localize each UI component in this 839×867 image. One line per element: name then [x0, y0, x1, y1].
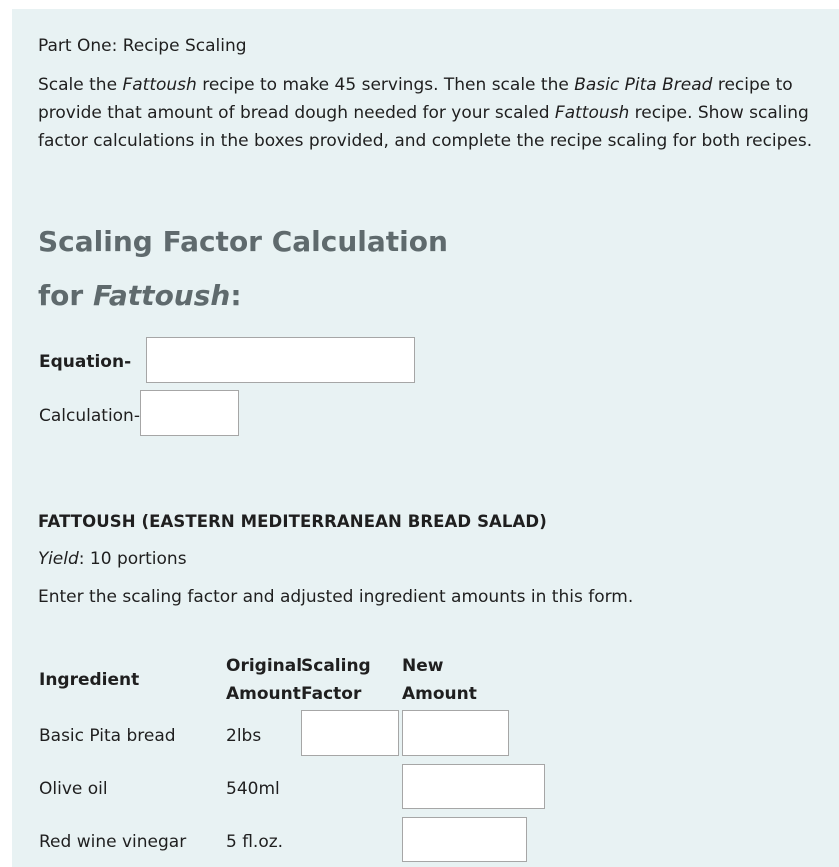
para-text-1: Scale the	[38, 75, 123, 95]
recipe-title: FATTOUSH (EASTERN MEDITERRANEAN BREAD SALAD)	[38, 512, 547, 531]
row3-new-amount-input[interactable]	[402, 817, 527, 862]
instructions-paragraph	[38, 71, 818, 155]
para-fattoush: Fattoush	[122, 75, 197, 95]
yield-label: Yield	[38, 549, 79, 569]
calculation-input[interactable]	[140, 390, 239, 436]
row1-new-amount-input[interactable]	[402, 710, 509, 756]
para-fattoush-2: Fattoush	[554, 103, 630, 123]
para-text-2: recipe to make 45 servings. Then scale the	[196, 75, 575, 95]
row3-original: 5 fl.oz.	[226, 832, 284, 852]
heading-prefix: for	[38, 279, 93, 312]
header-scaling-1: Scaling	[301, 656, 371, 676]
calculation-label: Calculation-	[39, 406, 140, 426]
scaling-heading-line2	[38, 279, 242, 312]
equation-input[interactable]	[146, 337, 415, 383]
row3-ingredient: Red wine vinegar	[39, 832, 187, 852]
header-ingredient: Ingredient	[39, 670, 140, 690]
form-instruction: Enter the scaling factor and adjusted ingredient amounts in this form.	[38, 587, 634, 607]
part-title: Part One: Recipe Scaling	[38, 36, 247, 56]
header-original-2: Amount	[226, 684, 301, 704]
para-pita: Basic Pita Bread	[574, 75, 713, 95]
row2-ingredient: Olive oil	[39, 779, 108, 799]
row1-ingredient: Basic Pita bread	[39, 726, 176, 746]
header-new-2: Amount	[402, 684, 477, 704]
header-original-1: Original	[226, 656, 303, 676]
heading-fattoush: Fattoush	[92, 279, 231, 312]
para-text-3: recipe to provide that amount of bread dough needed for your scaled	[38, 75, 793, 123]
content-panel	[12, 9, 839, 867]
para-text-4: recipe. Show scaling factor calculations in the boxes provided, and complete the recipe scaling for both recipes.	[38, 103, 813, 151]
equation-label: Equation-	[39, 352, 132, 372]
header-new-1: New	[402, 656, 444, 676]
heading-suffix: :	[230, 279, 242, 312]
row1-scaling-factor-input[interactable]	[301, 710, 399, 756]
row2-new-amount-input[interactable]	[402, 764, 545, 809]
header-scaling-2: Factor	[301, 684, 362, 704]
row1-original: 2lbs	[226, 726, 262, 746]
yield-value: : 10 portions	[78, 549, 187, 569]
scaling-heading-line1: Scaling Factor Calculation	[38, 225, 448, 258]
recipe-yield	[38, 549, 187, 569]
row2-original: 540ml	[226, 779, 280, 799]
